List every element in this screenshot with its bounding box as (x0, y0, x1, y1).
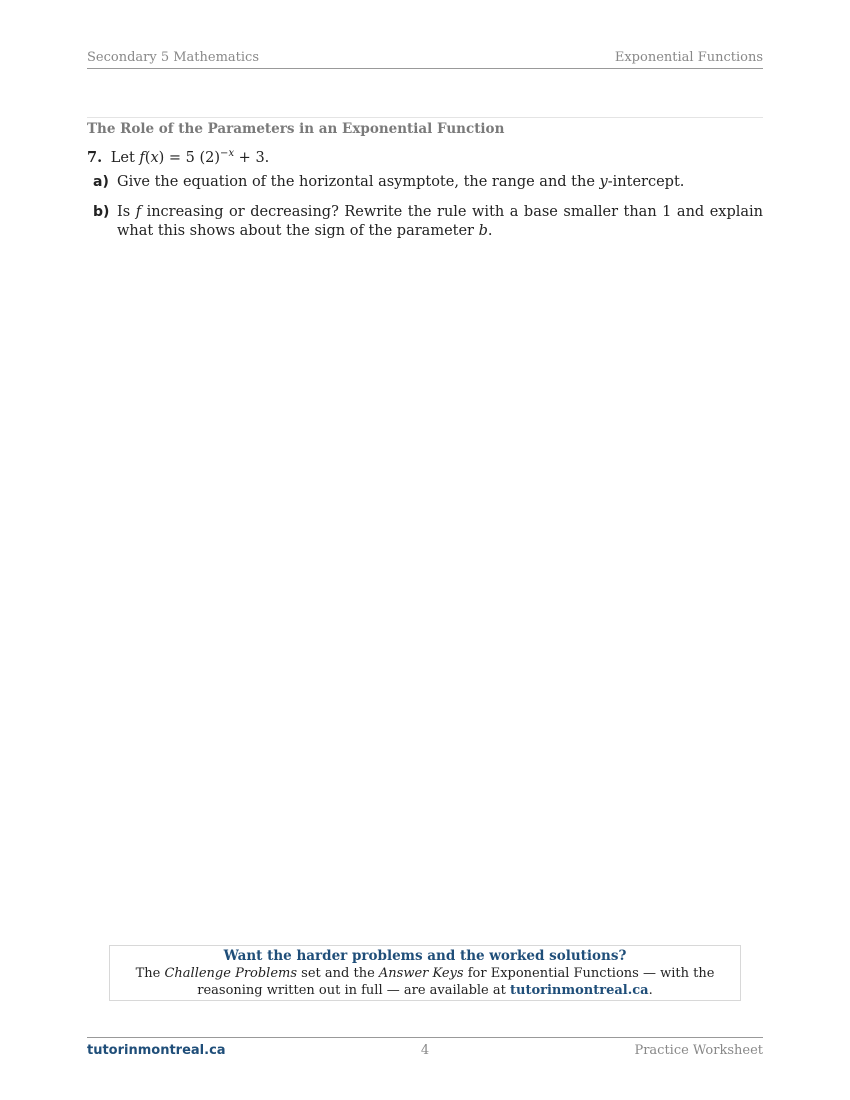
part-b-text: Is f increasing or decreasing? Rewrite the rule with a base smaller than 1 and explain what this shows about the sign of the parameter b. (117, 204, 763, 239)
promo-text: The Challenge Problems set and the Answer Keys for Exponential Functions — with the reasoning written out in full — are available at tutorinmontreal.ca. (135, 966, 715, 998)
header-course: Secondary 5 Mathematics (87, 50, 260, 65)
footer-doc-type: Practice Worksheet (634, 1043, 763, 1058)
problem-function: f(x) = 5 $(2)^{-x} + 3$. (139, 148, 270, 166)
answer-keys-text: Answer Keys (378, 966, 464, 981)
part-a-text: Give the equation of the horizontal asymptote, the range and the y-intercept. (117, 174, 685, 190)
promo-box (109, 945, 741, 1001)
problem-lead: Let (110, 149, 135, 166)
section-divider (87, 117, 763, 118)
challenge-problems-text: Challenge Problems (164, 966, 298, 981)
promo-site-link[interactable]: tutorinmontreal.ca (510, 983, 649, 998)
promo-title: Want the harder problems and the worked solutions? (223, 948, 627, 964)
problem-statement (87, 148, 269, 166)
section-title: The Role of the Parameters in an Exponential Function (87, 121, 505, 137)
part-b (93, 203, 763, 241)
footer-site-link[interactable]: tutorinmontreal.ca (87, 1043, 226, 1058)
part-a-label: a) (93, 174, 109, 190)
page-footer (87, 1037, 763, 1060)
problem-number: 7. (87, 148, 103, 166)
header-topic: Exponential Functions (614, 50, 763, 65)
page-number: 4 (420, 1043, 430, 1058)
page-header (87, 50, 763, 69)
part-b-label: b) (93, 204, 110, 220)
part-a (93, 173, 763, 192)
